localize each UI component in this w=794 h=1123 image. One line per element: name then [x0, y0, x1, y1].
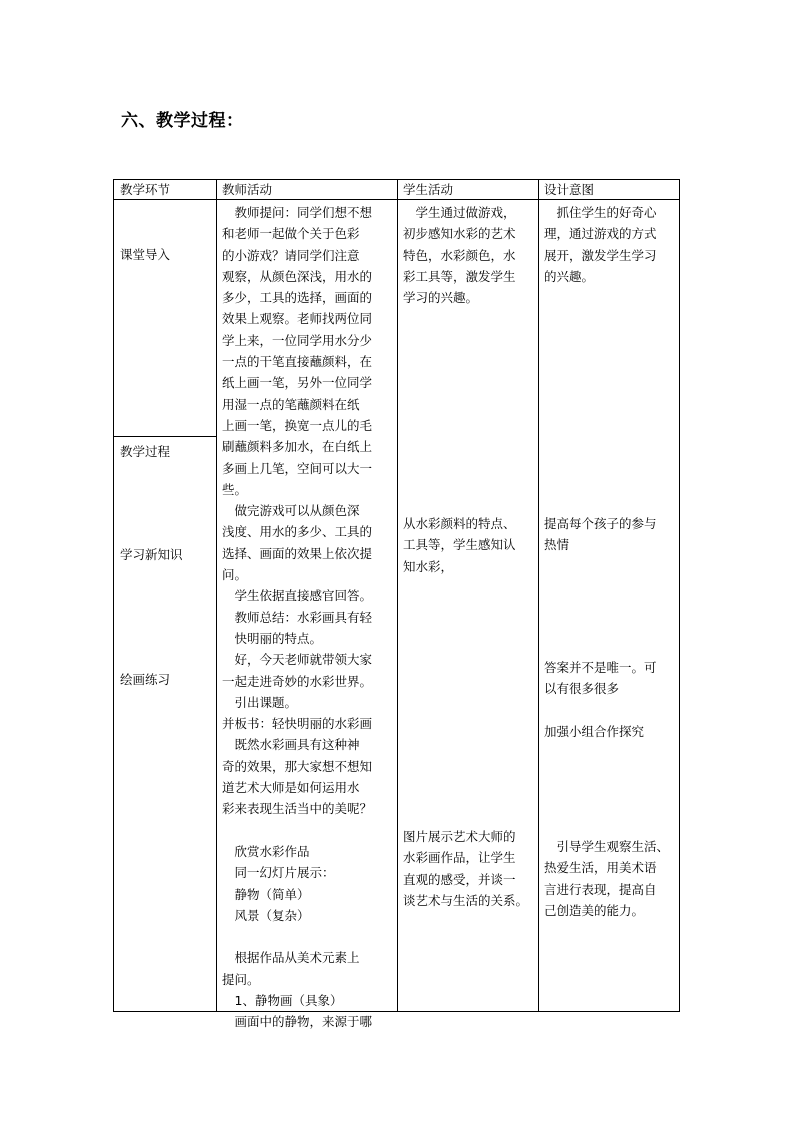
text-line: 并板书：轻快明丽的水彩画: [222, 716, 373, 732]
text-line: 抓住学生的好奇心: [544, 205, 657, 220]
student-activity-block-1: [403, 202, 516, 308]
intent-block-4: 加强小组合作探究: [544, 724, 645, 739]
text-line: 选择、画面的效果上依次提: [222, 545, 373, 561]
text-line: 的兴趣。: [544, 268, 595, 284]
text-line: 些。: [222, 481, 248, 497]
text-line: 的小游戏？请同学们注意: [222, 247, 360, 263]
text-line: 既然水彩画具有这种神: [222, 737, 360, 753]
text-line: 从水彩颜料的特点、: [403, 516, 516, 531]
text-line: 效果上观察。老师找两位同: [222, 311, 373, 327]
text-line: 热情: [544, 537, 570, 553]
text-line: 引导学生观察生活、: [544, 839, 670, 854]
text-line: 多少，工具的选择，画面的: [222, 290, 373, 306]
text-line: 谈艺术与生活的关系。: [403, 892, 529, 908]
text-line: 教师提问：同学们想不想: [222, 205, 373, 220]
text-line: 直观的感受，并谈一: [403, 871, 516, 887]
student-activity-block-2: [403, 513, 516, 577]
text-line: 彩来表现生活当中的美呢？: [222, 801, 373, 817]
stage-process: 教学过程: [120, 444, 171, 459]
text-line: 上画一笔，换宽一点儿的毛: [222, 417, 373, 433]
text-line: 做完游戏可以从颜色深: [222, 503, 360, 519]
text-line: 学上来，一位同学用水分少: [222, 332, 373, 348]
text-line: 一点的干笔直接蘸颜料，在: [222, 354, 373, 370]
text-line: 彩工具等，激发学生: [403, 268, 516, 284]
column-divider: [397, 180, 398, 1011]
text-line: 展开，激发学生学习: [544, 247, 657, 263]
intent-block-1: [544, 202, 657, 287]
text-line: 欣赏水彩作品: [222, 843, 310, 859]
text-line: 特色，水彩颜色，水: [403, 247, 516, 263]
text-line: 引出课题。: [222, 694, 298, 710]
text-line: 教师总结：水彩画具有轻: [222, 609, 373, 625]
text-line: 学习的兴趣。: [403, 290, 479, 306]
text-line: 问。: [222, 567, 248, 583]
column-divider: [216, 180, 217, 1011]
column-divider: [538, 180, 539, 1011]
text-line: 提高每个孩子的参与: [544, 516, 657, 531]
text-line: 初步感知水彩的艺术: [403, 226, 516, 242]
text-line: 理，通过游戏的方式: [544, 226, 657, 242]
stage-intro: 课堂导入: [120, 247, 171, 262]
text-line: 提问。: [222, 971, 260, 987]
teaching-process-table: [113, 179, 680, 1030]
text-line: 一起走进奇妙的水彩世界。: [222, 673, 373, 689]
text-line: 观察，从颜色深浅，用水的: [222, 268, 373, 284]
text-line: 1、静物画（具象）: [222, 992, 343, 1008]
intent-block-5: [544, 836, 669, 921]
text-line: 同一幻灯片展示：: [222, 865, 335, 881]
teacher-activity-text: [222, 202, 372, 1033]
stage-drawing-practice: 绘画练习: [120, 672, 171, 687]
header-intent: 设计意图: [544, 182, 595, 197]
text-line: 多画上几笔，空间可以大一: [222, 460, 373, 476]
text-line: 己创造美的能力。: [544, 902, 645, 918]
text-line: 浅度、用水的多少、工具的: [222, 524, 373, 540]
header-stage: 教学环节: [120, 182, 171, 197]
text-line: 答案并不是唯一。可: [544, 660, 657, 675]
text-line: 根据作品从美术元素上: [222, 950, 360, 966]
text-line: 学生通过做游戏，: [403, 205, 516, 220]
text-line: 以有很多很多: [544, 681, 620, 697]
intent-block-3: [544, 657, 657, 700]
text-line: 奇的效果，那大家想不想知: [222, 758, 373, 774]
header-divider: [114, 199, 679, 200]
stage-new-knowledge: 学习新知识: [120, 547, 183, 562]
text-line: 用湿一点的笔蘸颜料在纸: [222, 396, 360, 412]
intent-block-2: [544, 513, 657, 556]
text-line: 水彩画作品，让学生: [403, 850, 516, 866]
text-line: 风景（复杂）: [222, 907, 310, 923]
stage-divider: [114, 436, 216, 437]
text-line: 和老师一起做个关于色彩: [222, 226, 360, 242]
text-line: 道艺术大师是如何运用水: [222, 780, 360, 796]
text-line: 学生依据直接感官回答。: [222, 588, 373, 604]
header-student: 学生活动: [403, 182, 454, 197]
text-line: 好，今天老师就带领大家: [222, 652, 373, 668]
text-line: 画面中的静物，来源于哪: [222, 1014, 373, 1030]
text-line: 图片展示艺术大师的: [403, 829, 516, 844]
text-line: 纸上画一笔，另外一位同学: [222, 375, 373, 391]
text-line: 静物（简单）: [222, 886, 310, 902]
text-line: 知水彩，: [403, 558, 454, 574]
text-line: 工具等，学生感知认: [403, 537, 516, 553]
text-line: 热爱生活，用美术语: [544, 860, 657, 876]
text-line: 快明丽的特点。: [222, 630, 323, 646]
text-line: 刷蘸颜料多加水，在白纸上: [222, 439, 373, 455]
text-line: 言进行表现，提高自: [544, 881, 657, 897]
header-teacher: 教师活动: [222, 182, 273, 197]
section-heading: 六、教学过程：: [121, 111, 244, 131]
student-activity-block-3: [403, 826, 528, 911]
